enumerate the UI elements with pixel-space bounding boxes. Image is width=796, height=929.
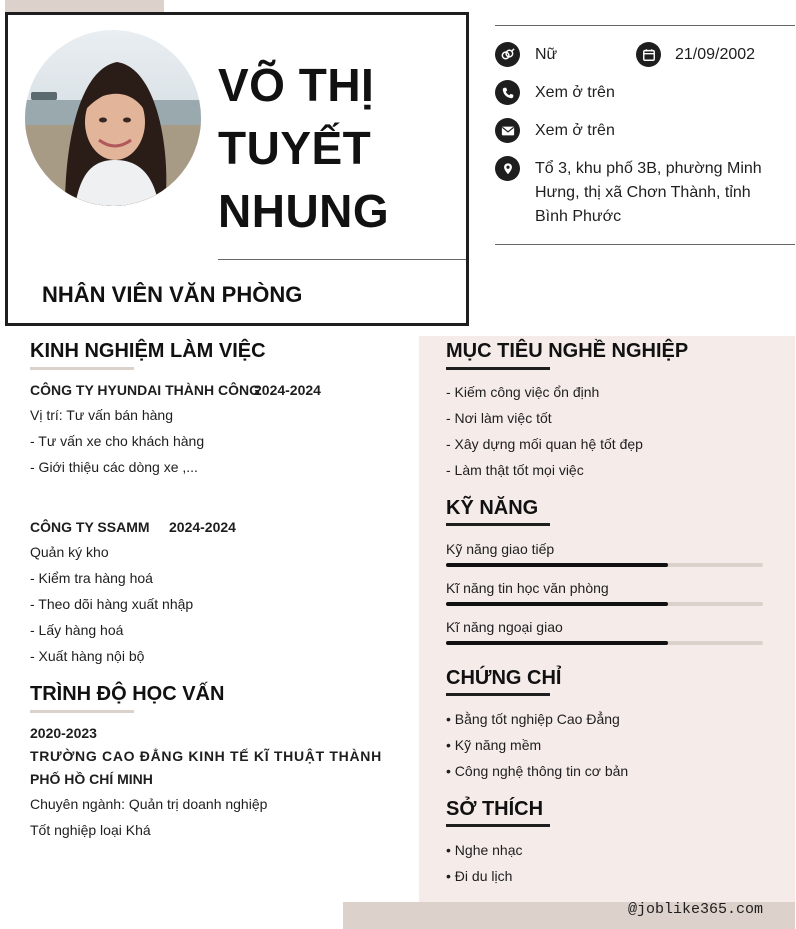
certificate-item: • Công nghệ thông tin cơ bản — [446, 763, 629, 779]
hobbies-title: SỞ THÍCH — [446, 798, 544, 820]
objective-item: - Xây dựng mối quan hệ tốt đẹp — [446, 436, 643, 452]
calendar-icon — [636, 42, 661, 67]
job-2-period: 2024-2024 — [169, 519, 236, 535]
skill-label: Kĩ năng ngoại giao — [446, 619, 563, 635]
objective-item: - Kiếm công việc ổn định — [446, 384, 600, 400]
skill-bar-fill — [446, 563, 668, 567]
hobby-item: • Nghe nhạc — [446, 842, 523, 858]
skill-bar-track — [446, 602, 763, 606]
experience-underline — [30, 367, 134, 370]
job-1-line: - Tư vấn xe cho khách hàng — [30, 433, 205, 449]
school-name-line-1: TRƯỜNG CAO ĐẲNG KINH TẾ KĨ THUẬT THÀNH — [30, 748, 382, 764]
certificate-item: • Bằng tốt nghiệp Cao Đẳng — [446, 711, 620, 727]
job-1-company: CÔNG TY HYUNDAI THÀNH CÔNG — [30, 382, 260, 398]
skill-bar-track — [446, 641, 763, 645]
birthday-value: 21/09/2002 — [675, 46, 756, 63]
name-divider — [218, 259, 466, 260]
skill-bar-fill — [446, 641, 668, 645]
address-line-2: Hưng, thị xã Chơn Thành, tỉnh — [535, 184, 751, 201]
education-period: 2020-2023 — [30, 725, 97, 741]
job-1-period: 2024-2024 — [254, 382, 321, 398]
education-title: TRÌNH ĐỘ HỌC VẤN — [30, 683, 225, 705]
experience-title: KINH NGHIỆM LÀM VIỆC — [30, 340, 266, 362]
email-value: Xem ở trên — [535, 122, 615, 139]
skill-bar-fill — [446, 602, 668, 606]
hobby-item: • Đi du lịch — [446, 868, 513, 884]
skill-label: Kỹ năng giao tiếp — [446, 541, 555, 557]
job-2-line: - Xuất hàng nội bộ — [30, 648, 145, 664]
education-underline — [30, 710, 134, 713]
job-2-line: Quản ký kho — [30, 544, 109, 560]
objective-item: - Làm thật tốt mọi việc — [446, 462, 584, 478]
objective-underline — [446, 367, 550, 370]
gender-icon — [495, 42, 520, 67]
skill-label: Kĩ năng tin học văn phòng — [446, 580, 609, 596]
profile-photo — [25, 30, 201, 206]
school-name-line-2: PHỐ HỒ CHÍ MINH — [30, 771, 153, 787]
job-2-company: CÔNG TY SSAMM — [30, 519, 150, 535]
mail-icon — [495, 118, 520, 143]
address-line-3: Bình Phước — [535, 208, 622, 225]
job-2-line: - Lấy hàng hoá — [30, 622, 124, 638]
job-2-line: - Kiểm tra hàng hoá — [30, 570, 153, 586]
location-pin-icon — [495, 156, 520, 181]
hobbies-underline — [446, 824, 550, 827]
certificates-title: CHỨNG CHỈ — [446, 667, 562, 689]
phone-value: Xem ở trên — [535, 84, 615, 101]
job-title: NHÂN VIÊN VĂN PHÒNG — [42, 282, 303, 307]
certificate-item: • Kỹ năng mềm — [446, 737, 542, 753]
education-major: Chuyên ngành: Quản trị doanh nghiệp — [30, 796, 268, 812]
name-line-3: NHUNG — [218, 185, 390, 237]
footer-handle: @joblike365.com — [628, 901, 764, 918]
avatar — [25, 30, 201, 206]
name-line-1: VÕ THỊ — [218, 59, 375, 111]
skills-title: KỸ NĂNG — [446, 497, 539, 519]
address-line-1: Tổ 3, khu phố 3B, phường Minh — [535, 160, 762, 177]
objective-title: MỤC TIÊU NGHỀ NGHIỆP — [446, 340, 689, 362]
objective-item: - Nơi làm việc tốt — [446, 410, 552, 426]
contact-top-divider — [495, 25, 795, 26]
skill-bar-track — [446, 563, 763, 567]
certificates-underline — [446, 693, 550, 696]
job-1-line: - Giới thiệu các dòng xe ,... — [30, 459, 198, 475]
contact-bottom-divider — [495, 244, 795, 245]
job-2-line: - Theo dõi hàng xuất nhập — [30, 596, 194, 612]
education-grade: Tốt nghiệp loại Khá — [30, 822, 151, 838]
job-1-line: Vị trí: Tư vấn bán hàng — [30, 407, 173, 423]
name-line-2: TUYẾT — [218, 122, 372, 174]
phone-icon — [495, 80, 520, 105]
gender-value: Nữ — [535, 46, 558, 63]
skills-underline — [446, 523, 550, 526]
